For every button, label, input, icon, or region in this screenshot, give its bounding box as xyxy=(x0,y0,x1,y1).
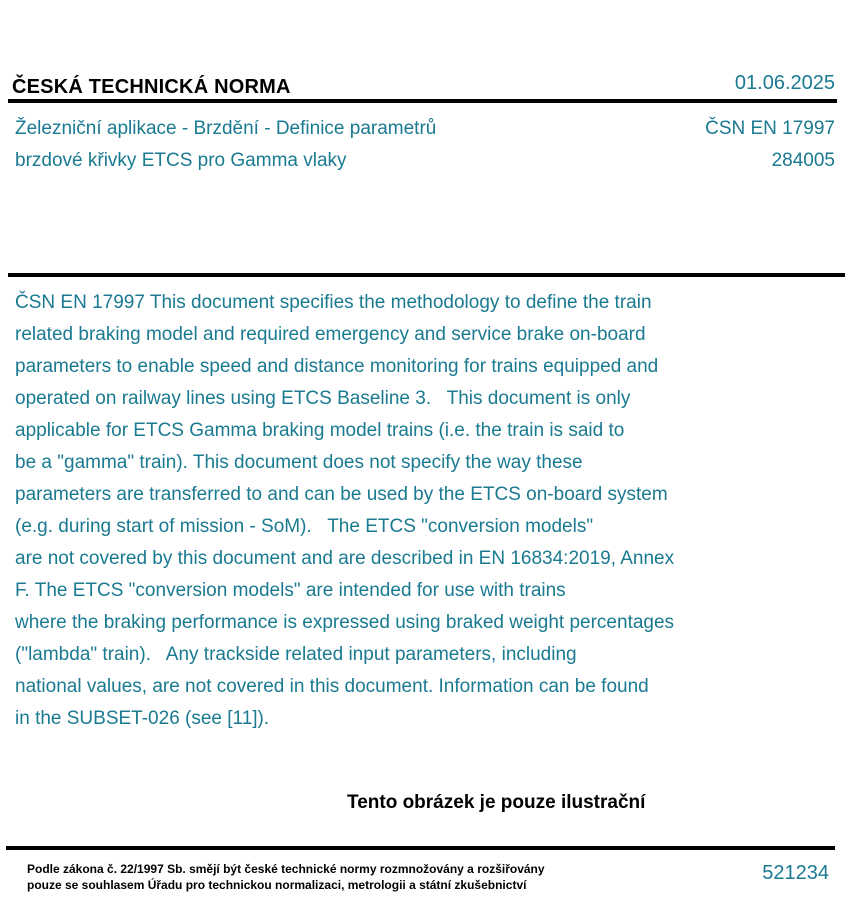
abstract xyxy=(15,287,674,735)
abstract-line: where the braking performance is expressed using braked weight percentages xyxy=(15,612,675,633)
legal-notice-line-1: Podle zákona č. 22/1997 Sb. smějí být české technické normy rozmnožovány a rozšiřovány xyxy=(27,862,545,876)
classification-code: 284005 xyxy=(771,150,835,171)
abstract-line: applicable for ETCS Gamma braking model trains (i.e. the train is said to xyxy=(15,420,625,441)
abstract-line: F. The ETCS "conversion models" are intended for use with trains xyxy=(15,580,566,601)
abstract-line: in the SUBSET-026 (see [11]). xyxy=(15,708,270,729)
abstract-line: ("lambda" train). Any trackside related input parameters, including xyxy=(15,644,577,665)
illustration-note: Tento obrázek je pouze ilustrační xyxy=(347,792,646,813)
abstract-line: operated on railway lines using ETCS Baseline 3. This document is only xyxy=(15,388,631,409)
abstract-line: are not covered by this document and are described in EN 16834:2019, Annex xyxy=(15,548,675,569)
abstract-line: (e.g. during start of mission - SoM). The ETCS "conversion models" xyxy=(15,516,594,537)
title-line-1: Železniční aplikace - Brzdění - Definice parametrů xyxy=(15,118,437,139)
title-line-2: brzdové křivky ETCS pro Gamma vlaky xyxy=(15,150,347,171)
publication-date: 01.06.2025 xyxy=(734,72,835,94)
header-divider xyxy=(8,99,837,103)
abstract-line: be a "gamma" train). This document does not specify the way these xyxy=(15,452,583,473)
document-number: 521234 xyxy=(762,862,829,884)
norm-label: ČESKÁ TECHNICKÁ NORMA xyxy=(12,76,291,98)
legal-notice-line-2: pouze se souhlasem Úřadu pro technickou normalizaci, metrologii a státní zkušebnictví xyxy=(27,878,527,892)
abstract-line: ČSN EN 17997 This document specifies the methodology to define the train xyxy=(15,292,652,313)
abstract-divider xyxy=(8,273,845,277)
abstract-line: national values, are not covered in this document. Information can be found xyxy=(15,676,649,697)
abstract-line: parameters are transferred to and can be used by the ETCS on-board system xyxy=(15,484,668,505)
footer-divider xyxy=(6,846,835,850)
abstract-line: related braking model and required emergency and service brake on-board xyxy=(15,324,646,345)
abstract-line: parameters to enable speed and distance monitoring for trains equipped and xyxy=(15,356,659,377)
standard-code: ČSN EN 17997 xyxy=(705,118,835,139)
